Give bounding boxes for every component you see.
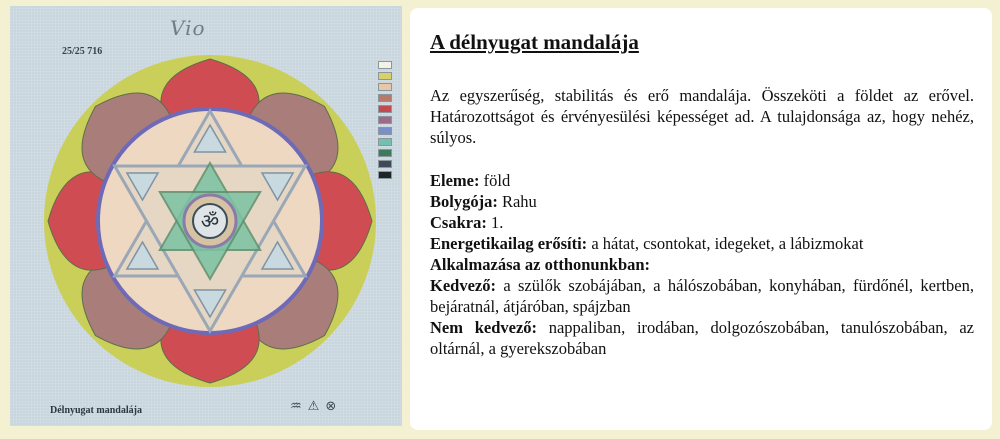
description-panel: [410, 8, 992, 430]
property-list: [428, 170, 974, 359]
document-title: A délnyugat mandalája: [430, 30, 639, 54]
no-bleach-icon: ⊗: [325, 399, 337, 414]
color-swatch: [378, 105, 392, 113]
color-swatch: [378, 72, 392, 80]
mandala-illustration: [10, 6, 402, 426]
color-swatch: [378, 83, 392, 91]
om-symbol: ॐ: [200, 209, 220, 233]
color-swatch: [378, 116, 392, 124]
iron-icon: ⚠: [307, 399, 320, 414]
care-icons: [290, 399, 336, 414]
color-swatch: [378, 138, 392, 146]
property-home-use: Alkalmazása az otthonunkban:: [430, 255, 651, 274]
property-element: Eleme: föld: [430, 171, 511, 190]
canvas-title: Délnyugat mandalája: [50, 405, 142, 416]
property-unfavorable: Nem kedvező: nappaliban, irodában, dolgozószobában, tanulószobában, az oltárnál, a gyerekszobában: [430, 318, 974, 358]
product-code: 25/25 716: [62, 46, 103, 57]
property-planet: Bolygója: Rahu: [430, 192, 537, 211]
mandala-canvas: [10, 6, 402, 426]
property-favorable: Kedvező: a szülők szobájában, a hálószobában, konyhában, fürdőnél, kertben, bejáratnál, átjáróban, spájzban: [430, 276, 974, 316]
color-swatch: [378, 149, 392, 157]
color-swatch: [378, 160, 392, 168]
property-energetic: Energetikailag erősíti: a hátat, csontokat, idegeket, a lábizmokat: [430, 234, 864, 253]
description-text: Az egyszerűség, stabilitás és erő mandalája. Összeköti a földet az erővel. Határozottságot és érvényesülési képességet ad. A tulajdonsága az, hogy nehéz, súlyos.: [430, 86, 974, 147]
color-swatch: [378, 171, 392, 179]
property-chakra: Csakra: 1.: [430, 213, 504, 232]
color-swatches: [378, 61, 394, 182]
color-swatch: [378, 61, 392, 69]
color-swatch: [378, 94, 392, 102]
wash-icon: ♒: [290, 399, 302, 414]
brand-logo: Vio: [170, 16, 206, 40]
color-swatch: [378, 127, 392, 135]
